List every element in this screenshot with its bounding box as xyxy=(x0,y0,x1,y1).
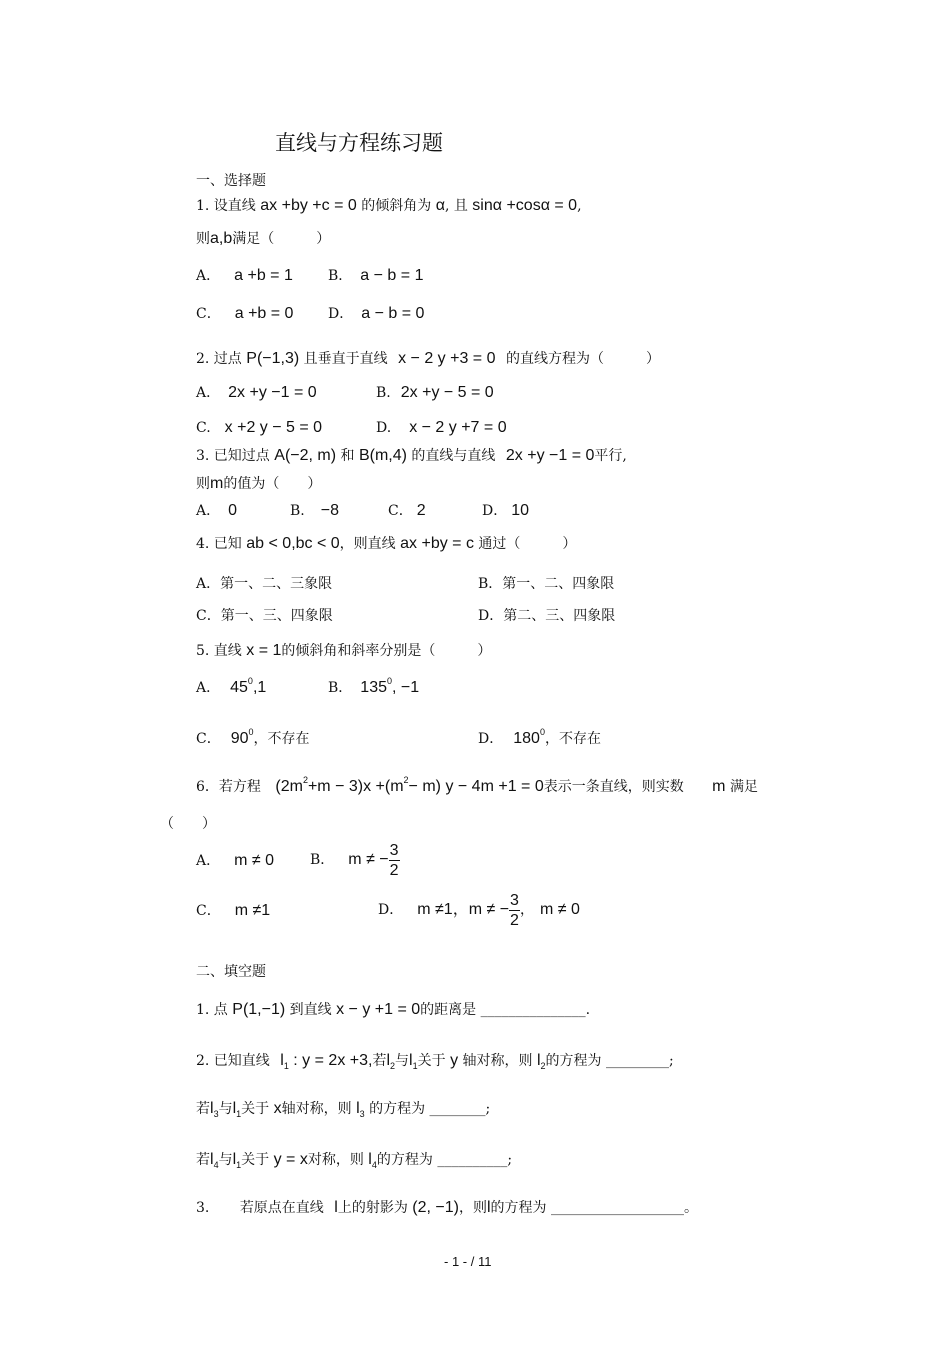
line-symbol: l xyxy=(368,1151,372,1168)
f2-text: 与 xyxy=(218,1152,233,1168)
q6-text: 表示一条直线，则实数 xyxy=(543,779,684,795)
option-value: m ≠ 0 xyxy=(539,901,580,918)
option-value: a +b = 0 xyxy=(234,305,294,322)
option-value: 2x +y −1 = 0 xyxy=(228,384,317,401)
q1-alpha: α xyxy=(435,197,445,214)
f3-point: (2, −1) xyxy=(412,1199,459,1216)
f2-answer-blank: 的方程为 ________; xyxy=(369,1101,491,1117)
f2-axis: y = x xyxy=(273,1151,308,1168)
subscript: 1 xyxy=(236,1109,242,1119)
q2-text: 2. 过点 xyxy=(196,351,242,367)
q6-exponent: 2 xyxy=(403,775,409,785)
q6-equation: +m − 3)x +(m xyxy=(307,778,404,795)
q4-condition: ab < 0,bc < 0 xyxy=(246,535,340,552)
q1-option-b xyxy=(328,266,423,286)
q6-option-b xyxy=(310,840,400,880)
f2-text: 若 xyxy=(196,1152,210,1168)
option-value: a − b = 0 xyxy=(361,305,425,322)
fraction-numerator: 3 xyxy=(389,841,399,859)
line-symbol: l xyxy=(409,1052,413,1069)
option-label: D． xyxy=(328,306,354,322)
degree-superscript: 0 xyxy=(539,727,545,737)
q3-option-d xyxy=(482,501,529,521)
line-symbol: l xyxy=(280,1052,284,1069)
option-value: m ≠ − xyxy=(348,851,389,868)
q5-option-d xyxy=(478,729,601,750)
option-label: A． xyxy=(196,268,221,284)
q1-option-c xyxy=(196,304,293,324)
q6-option-d xyxy=(378,890,580,930)
f2-text: 若 xyxy=(196,1101,210,1117)
option-label: B. xyxy=(290,503,305,519)
f3-text: 上的射影为 xyxy=(337,1200,408,1216)
f2-text: 若 xyxy=(372,1053,387,1069)
q2-text: 且垂直于直线 xyxy=(303,351,388,367)
q5-text: 的倾斜角和斜率分别是（ ） xyxy=(281,643,492,659)
question-1-stem xyxy=(196,196,582,216)
f1-answer-blank: 的距离是 _______________. xyxy=(420,1002,591,1018)
q6-exponent: 2 xyxy=(302,775,308,785)
q1-ab: a,b xyxy=(210,230,233,247)
q3-option-c xyxy=(388,501,426,521)
option-value: ，不存在 xyxy=(544,731,601,747)
fraction-3-2 xyxy=(389,841,400,880)
q2-point: P(−1,3) xyxy=(246,350,300,367)
q4-option-d: D．第二、三、四象限 xyxy=(478,608,616,624)
f2-text: 轴对称，则 xyxy=(281,1101,352,1117)
question-3-stem-line2 xyxy=(196,474,321,494)
q3-point-a: A(−2, m) xyxy=(274,447,337,464)
option-label: D． xyxy=(478,731,504,747)
q3-line: 2x +y −1 = 0 xyxy=(505,447,595,464)
q4-option-b: B．第一、二、四象限 xyxy=(478,576,615,592)
q4-text: ，则直线 xyxy=(339,536,396,552)
option-value: 2x +y − 5 = 0 xyxy=(400,384,494,401)
option-value: x +2 y − 5 = 0 xyxy=(224,419,323,436)
option-label: D． xyxy=(378,902,404,918)
q3-text: 的直线与直线 xyxy=(411,448,496,464)
q1-option-a xyxy=(196,266,293,286)
q6-m: m xyxy=(712,778,726,795)
fill-3 xyxy=(196,1198,698,1218)
question-6-stem xyxy=(196,777,758,798)
f1-text: 到直线 xyxy=(289,1002,332,1018)
q3-point-b: B(m,4) xyxy=(358,447,407,464)
option-label: C． xyxy=(196,306,221,322)
q1-text: 1. 设直线 xyxy=(196,198,256,214)
q3-text: 的值为（ ） xyxy=(223,476,322,492)
option-value: m ≠ − xyxy=(468,901,510,918)
section-heading-fill: 二、填空题 xyxy=(196,964,266,980)
f2-answer-blank: 的方程为 _________; xyxy=(545,1053,674,1069)
line-symbol: l xyxy=(232,1100,237,1117)
option-value: a +b = 1 xyxy=(234,267,293,284)
f2-text: 2. 已知直线 xyxy=(196,1053,270,1069)
option-value: m ≠1， xyxy=(417,901,469,918)
option-label: B. xyxy=(376,385,391,401)
q1-text: 满足（ ） xyxy=(232,231,331,247)
q5-line: x = 1 xyxy=(246,642,282,659)
line-symbol: l xyxy=(232,1151,237,1168)
option-value: −8 xyxy=(320,502,339,519)
subscript: 1 xyxy=(236,1160,242,1170)
q2-option-a xyxy=(196,383,317,403)
option-label: C． xyxy=(196,731,221,747)
section-heading-choice: 一、选择题 xyxy=(196,173,266,189)
f2-answer-blank: 的方程为 __________; xyxy=(376,1152,513,1168)
f2-axis: x xyxy=(273,1100,282,1117)
q3-text: 则 xyxy=(196,476,210,492)
q1-line-equation: ax +by +c = 0 xyxy=(260,197,357,214)
page-number: - 1 - / 11 xyxy=(444,1254,492,1269)
option-label: D． xyxy=(482,503,508,519)
q2-option-b xyxy=(376,383,494,403)
option-value: x − 2 y +7 = 0 xyxy=(409,419,507,436)
fraction-numerator: 3 xyxy=(510,891,519,909)
f2-line: : y = 2x +3, xyxy=(288,1052,373,1069)
q4-option-a: A．第一、二、三象限 xyxy=(196,576,333,592)
subscript: 4 xyxy=(213,1160,219,1170)
line-symbol: l xyxy=(386,1052,391,1069)
f2-text: 与 xyxy=(218,1101,233,1117)
q4-text: 4. 已知 xyxy=(196,536,242,552)
option-value: 2 xyxy=(416,502,426,519)
fraction-denominator: 2 xyxy=(510,911,519,929)
q4-option-c: C．第一、三、四象限 xyxy=(196,608,333,624)
fill-2 xyxy=(196,1051,674,1072)
question-3-stem xyxy=(196,446,627,466)
q1-text: , xyxy=(577,198,582,214)
option-value: m ≠ 0 xyxy=(234,852,275,869)
option-value: , −1 xyxy=(392,679,420,696)
f2-text: 与 xyxy=(395,1053,410,1069)
option-value: 10 xyxy=(511,502,530,519)
f1-point: P(1,−1) xyxy=(232,1001,286,1018)
option-label: C． xyxy=(196,903,221,919)
option-value: a − b = 1 xyxy=(360,267,424,284)
q2-text: 的直线方程为（ ） xyxy=(505,351,660,367)
page-title: 直线与方程练习题 xyxy=(275,131,443,155)
f2-text: 对称，则 xyxy=(307,1152,364,1168)
question-2-stem xyxy=(196,349,660,369)
option-label: C． xyxy=(388,503,413,519)
option-label: A． xyxy=(196,503,221,519)
line-symbol: l xyxy=(486,1199,491,1216)
q6-option-c xyxy=(196,901,270,921)
question-5-stem xyxy=(196,641,491,661)
subscript: 1 xyxy=(283,1061,289,1071)
q2-option-d xyxy=(376,418,507,438)
f2-text: 关于 xyxy=(417,1053,446,1069)
degree-superscript: 0 xyxy=(248,727,254,737)
subscript: 3 xyxy=(359,1109,365,1119)
subscript: 1 xyxy=(412,1061,418,1071)
option-label: B． xyxy=(328,268,353,284)
option-value: ，不存在 xyxy=(253,731,310,747)
f3-text: 3. xyxy=(196,1200,210,1216)
degree-superscript: 0 xyxy=(387,676,393,686)
q1-option-d xyxy=(328,304,424,324)
option-label: A． xyxy=(196,680,221,696)
line-symbol: l xyxy=(356,1100,360,1117)
q6-equation: (2m xyxy=(275,778,303,795)
option-value: 90 xyxy=(230,730,249,747)
question-6-stem-line2: （ ） xyxy=(160,816,216,832)
fill-2-row-3 xyxy=(196,1150,512,1171)
q1-text: 的倾斜角为 xyxy=(361,198,432,214)
q5-text: 5. 直线 xyxy=(196,643,242,659)
option-value: ， xyxy=(519,902,534,918)
option-value: 180 xyxy=(513,730,540,747)
question-4-stem xyxy=(196,534,576,554)
degree-superscript: 0 xyxy=(247,676,253,686)
subscript: 2 xyxy=(390,1061,396,1071)
q5-option-b xyxy=(328,678,419,699)
option-value: 0 xyxy=(228,502,238,519)
f2-text: 轴对称，则 xyxy=(462,1053,533,1069)
q3-text: 平行, xyxy=(594,448,627,464)
f3-text: ，则 xyxy=(458,1200,487,1216)
q6-text: 6．若方程 xyxy=(196,779,261,795)
question-1-stem-line2 xyxy=(196,229,330,249)
subscript: 3 xyxy=(213,1109,219,1119)
f2-axis: y xyxy=(450,1052,459,1069)
option-label: A． xyxy=(196,853,221,869)
option-value: m ≠1 xyxy=(234,902,271,919)
f2-text: 关于 xyxy=(241,1101,270,1117)
q6-option-a xyxy=(196,851,274,871)
q3-option-b xyxy=(290,501,339,521)
fill-2-row-2 xyxy=(196,1099,490,1120)
q3-text: 3. 已知过点 xyxy=(196,448,270,464)
q3-text: 和 xyxy=(340,448,355,464)
fill-1 xyxy=(196,1000,590,1020)
option-label: B． xyxy=(310,852,335,868)
q5-option-a xyxy=(196,678,266,699)
q1-text: , 且 xyxy=(444,198,468,214)
option-label: C. xyxy=(196,420,211,436)
option-value: 135 xyxy=(360,679,387,696)
option-label: A． xyxy=(196,385,221,401)
f1-line: x − y +1 = 0 xyxy=(336,1001,421,1018)
fraction-denominator: 2 xyxy=(389,861,399,879)
q1-text: 则 xyxy=(196,231,210,247)
line-symbol: l xyxy=(334,1199,338,1216)
f2-text: 关于 xyxy=(241,1152,270,1168)
q4-text: 通过（ ） xyxy=(478,536,577,552)
q2-line: x − 2 y +3 = 0 xyxy=(398,350,496,367)
line-symbol: l xyxy=(210,1151,214,1168)
subscript: 2 xyxy=(540,1061,546,1071)
q2-option-c xyxy=(196,418,322,438)
f1-text: 1. 点 xyxy=(196,1002,228,1018)
q4-line: ax +by = c xyxy=(400,535,474,552)
q6-equation: − m) y − 4m +1 = 0 xyxy=(408,778,544,795)
line-symbol: l xyxy=(210,1100,214,1117)
q5-option-c xyxy=(196,729,310,750)
subscript: 4 xyxy=(371,1160,377,1170)
q3-m: m xyxy=(210,475,224,492)
option-value: 45 xyxy=(230,679,248,696)
fraction-3-2 xyxy=(509,891,520,930)
q6-text: 满足 xyxy=(729,779,758,795)
f3-text: 若原点在直线 xyxy=(239,1200,324,1216)
f3-answer-blank: 的方程为 ___________________。 xyxy=(490,1200,698,1216)
option-value: ,1 xyxy=(252,679,267,696)
option-label: D. xyxy=(376,420,392,436)
q1-condition: sinα +cosα = 0 xyxy=(472,197,578,214)
q3-option-a xyxy=(196,501,237,521)
option-label: B． xyxy=(328,680,353,696)
line-symbol: l xyxy=(536,1052,541,1069)
